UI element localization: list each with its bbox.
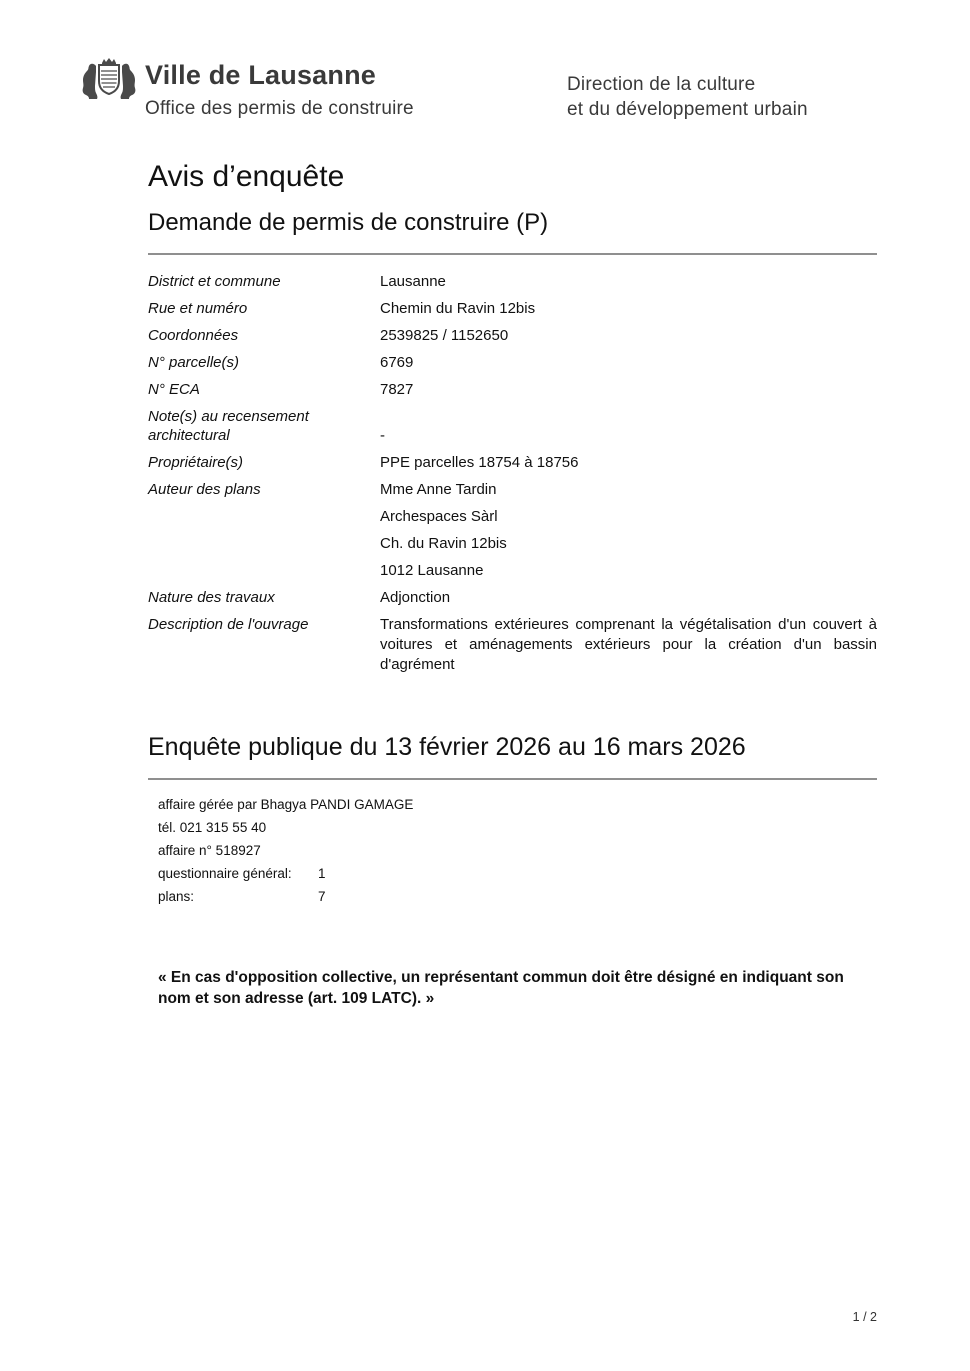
detail-label: Description de l'ouvrage (148, 616, 309, 633)
page-title: Avis d’enquête (148, 160, 345, 193)
table-row (148, 561, 877, 580)
detail-label: Nature des travaux (148, 589, 275, 606)
table-row (148, 615, 877, 675)
detail-label: N° parcelle(s) (148, 354, 240, 371)
table-row (148, 299, 877, 318)
enquete-divider (148, 778, 877, 780)
detail-label: Coordonnées (148, 327, 239, 344)
detail-label: Rue et numéro (148, 300, 248, 317)
case-info-block (148, 796, 877, 905)
detail-value: Ch. du Ravin 12bis (380, 535, 507, 552)
detail-label: Propriétaire(s) (148, 454, 244, 471)
direction-line-1: Direction de la culture (567, 74, 756, 95)
phone-line: tél. 021 315 55 40 (158, 820, 267, 835)
table-row (148, 588, 877, 607)
case-number-line: affaire n° 518927 (158, 843, 261, 858)
details-table (148, 272, 877, 675)
count-value: 1 (318, 866, 326, 881)
detail-value: PPE parcelles 18754 à 18756 (380, 454, 579, 471)
detail-label: N° ECA (148, 381, 200, 398)
direction-line-2: et du développement urbain (567, 99, 808, 121)
table-row (148, 480, 877, 499)
table-row (148, 507, 877, 526)
count-label: plans: (158, 889, 195, 904)
case-manager-line: affaire gérée par Bhagya PANDI GAMAGE (158, 797, 414, 812)
detail-value: 7827 (380, 381, 414, 398)
detail-value: Adjonction (380, 589, 451, 606)
office-name: Office des permis de construire (145, 98, 414, 119)
table-row (148, 453, 877, 472)
detail-label: Auteur des plans (148, 481, 261, 498)
table-row (148, 353, 877, 372)
detail-value: Lausanne (380, 273, 446, 290)
page-indicator: 1 / 2 (852, 1310, 877, 1324)
detail-value: - (380, 427, 385, 444)
detail-label: Note(s) au recensement architectural (148, 408, 309, 444)
table-row (148, 326, 877, 345)
table-row (148, 272, 877, 291)
table-row (148, 380, 877, 399)
table-row (148, 407, 877, 445)
detail-value: 2539825 / 1152650 (380, 327, 509, 344)
detail-value: 1012 Lausanne (380, 562, 484, 579)
detail-value: Mme Anne Tardin (380, 481, 497, 498)
count-row (158, 865, 877, 882)
enquete-heading: Enquête publique du 13 février 2026 au 16 mars 2026 (148, 733, 746, 761)
detail-label: District et commune (148, 273, 281, 290)
detail-value: Transformations extérieures comprenant la végétalisation d'un couvert à voitures et aménagements extérieurs pour la création d'un bassin d'agrément (380, 616, 877, 673)
count-row (158, 888, 877, 905)
org-name: Ville de Lausanne (145, 60, 376, 90)
detail-value: 6769 (380, 354, 414, 371)
count-label: questionnaire général: (158, 866, 292, 881)
page-subtitle: Demande de permis de construire (P) (148, 209, 549, 236)
detail-value: Archespaces Sàrl (380, 508, 498, 525)
count-value: 7 (318, 889, 326, 904)
detail-value: Chemin du Ravin 12bis (380, 300, 536, 317)
table-row (148, 534, 877, 553)
title-divider (148, 253, 877, 255)
opposition-notice: « En cas d'opposition collective, un représentant commun doit être désigné en indiquant son nom et son adresse (art. 109 LATC). » (158, 969, 844, 1007)
